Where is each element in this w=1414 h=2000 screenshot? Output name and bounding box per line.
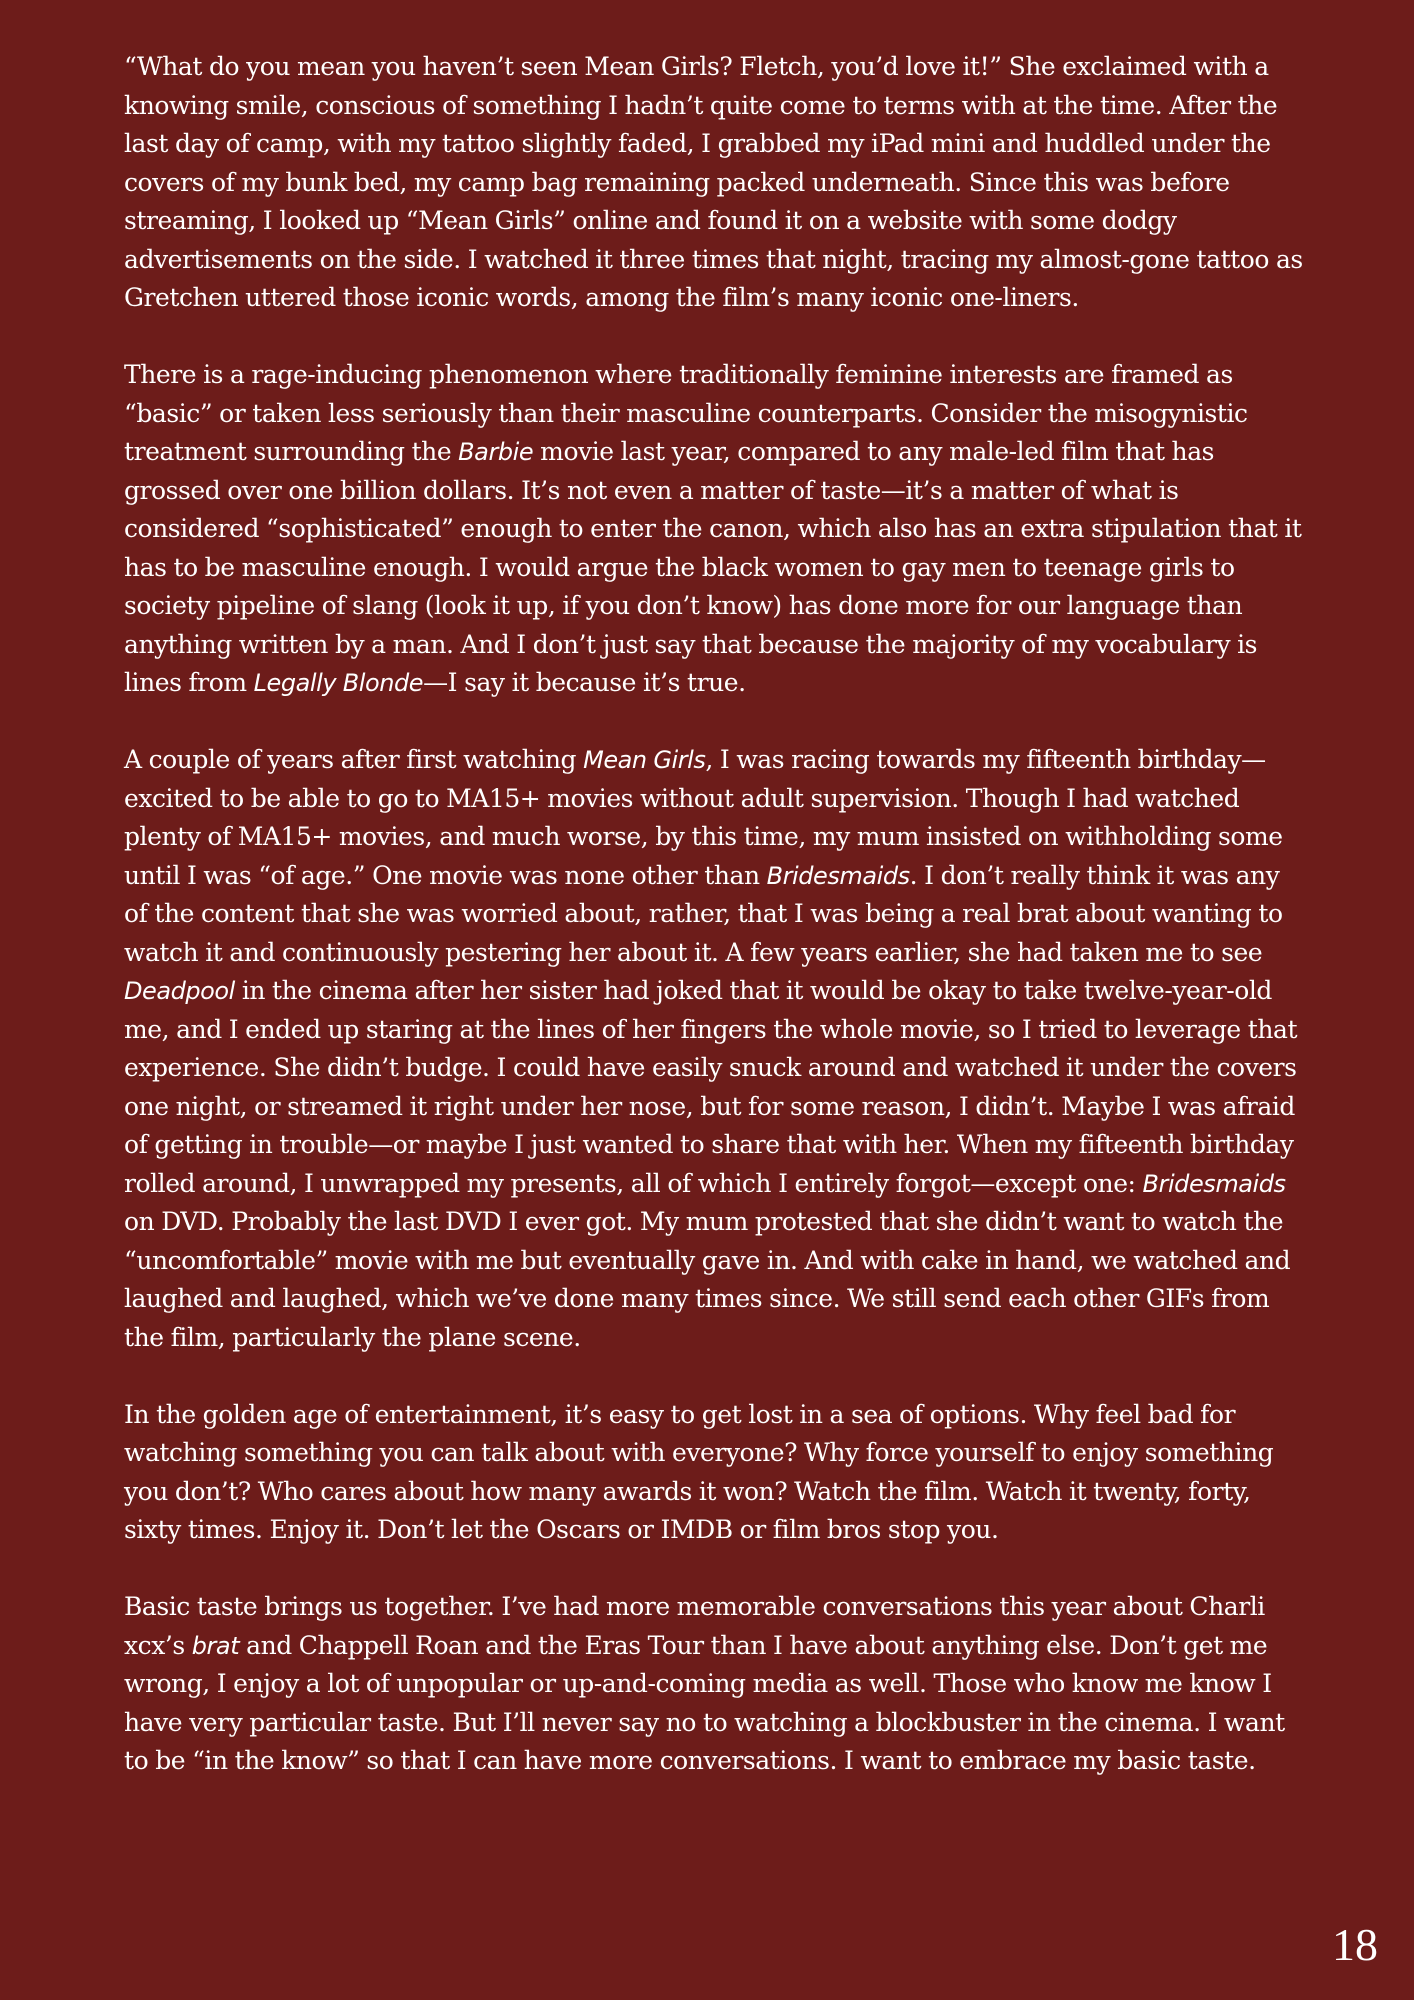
text-segment: movie last year, compared to any male-led film that has grossed over one billion dollars. It’s not even a matter of taste—it’s a matter of what is considered “sophisticated” enough to enter the canon, which also has an extra stipulation that it has to be masculine enough. I would argue the black women to gay men to teenage girls to society pipeline of slang (look it up, if you don’t know) has done more for our language than anything written by a man. And I don’t just say that because the majority of my vocabulary is lines from (124, 437, 1302, 697)
film-title-mean-girls: Mean Girls (583, 746, 706, 774)
text-segment: , I was racing towards my fifteenth birthday—excited to be able to go to MA15+ movies without adult supervision. Though I had watched plenty of MA15+ movies, and much worse, by this time, my mum insisted on withholding some until I was “of age.” One movie was none other than (124, 745, 1283, 890)
film-title-bridesmaids: Bridesmaids (1142, 1169, 1286, 1198)
album-title-brat: brat (191, 1631, 240, 1660)
text-segment: and Chappell Roan and the Eras Tour than I have about anything else. Don’t get me wrong, I enjoy a lot of unpopular or up-and-coming media as well. Those who know me know I have very particular taste. But I’ll never say no to watching a blockbuster in the cinema. I want to be “in the know” so that I can have more conversations. I want to embrace my basic taste. (124, 1630, 1285, 1775)
text-segment: —I say it because it’s true. (423, 668, 746, 697)
paragraph-basic-phenomenon (124, 356, 1304, 703)
text-segment: “What do you mean you haven’t seen Mean Girls? Fletch, you’d love it!” She exclaimed with a knowing smile, conscious of something I hadn’t quite come to terms with at the time. After the last day of camp, with my tattoo slightly faded, I grabbed my iPad mini and huddled under the covers of my bunk bed, my camp bag remaining packed underneath. Since this was before streaming, I looked up “Mean Girls” online and found it on a website with some dodgy advertisements on the side. I watched it three times that night, tracing my almost-gone tattoo as Gretchen uttered those iconic words, among the film’s many iconic one-liners. (124, 52, 1303, 312)
text-segment: on DVD. Probably the last DVD I ever got. My mum protested that she didn’t want to watch the “uncomfortable” movie with me but eventually gave in. And with cake in hand, we watched and laughed and laughed, which we’ve done many times since. We still send each other GIFs from the film, particularly the plane scene. (124, 1207, 1291, 1352)
film-title-deadpool: Deadpool (124, 977, 235, 1005)
text-segment: . I don’t really think it was any of the content that she was worried about, rather, that I was being a real brat about wanting to watch it and continuously pestering her about it. A few years earlier, she had taken me to see (124, 860, 1283, 967)
paragraph-bridesmaids (124, 741, 1304, 1357)
text-segment: in the cinema after her sister had joked that it would be okay to take twelve-year-old me, and I ended up staring at the lines of her fingers the whole movie, so I tried to leverage that experience. She didn’t budge. I could have easily snuck around and watched it under the covers one night, or streamed it right under her nose, but for some reason, I didn’t. Maybe I was afraid of getting in trouble—or maybe I just wanted to share that with her. When my fifteenth birthday rolled around, I unwrapped my presents, all of which I entirely forgot—except one: (124, 976, 1298, 1198)
text-segment: Basic taste brings us together. I’ve had more memorable conversations this year about Charli xcx’s (124, 1592, 1265, 1660)
article-body (124, 48, 1304, 1781)
paragraph-mean-girls-intro (124, 48, 1304, 318)
paragraph-golden-age (124, 1396, 1304, 1550)
film-title-legally-blonde: Legally Blonde (253, 669, 424, 697)
text-segment: In the golden age of entertainment, it’s easy to get lost in a sea of options. Why feel bad for watching something you can talk about with everyone? Why force yourself to enjoy something you don’t? Who cares about how many awards it won? Watch the film. Watch it twenty, forty, sixty times. Enjoy it. Don’t let the Oscars or IMDB or film bros stop you. (124, 1399, 1274, 1544)
page-number: 18 (1332, 1919, 1378, 1970)
text-segment: A couple of years after first watching (124, 745, 584, 774)
film-title-bridesmaids: Bridesmaids (766, 861, 910, 890)
film-title-barbie: Barbie (458, 438, 534, 466)
paragraph-basic-taste (124, 1588, 1304, 1781)
text-segment: There is a rage-inducing phenomenon where traditionally feminine interests are framed as “basic” or taken less seriously than their masculine counterparts. Consider the misogynistic treatment surrounding the (124, 360, 1248, 466)
